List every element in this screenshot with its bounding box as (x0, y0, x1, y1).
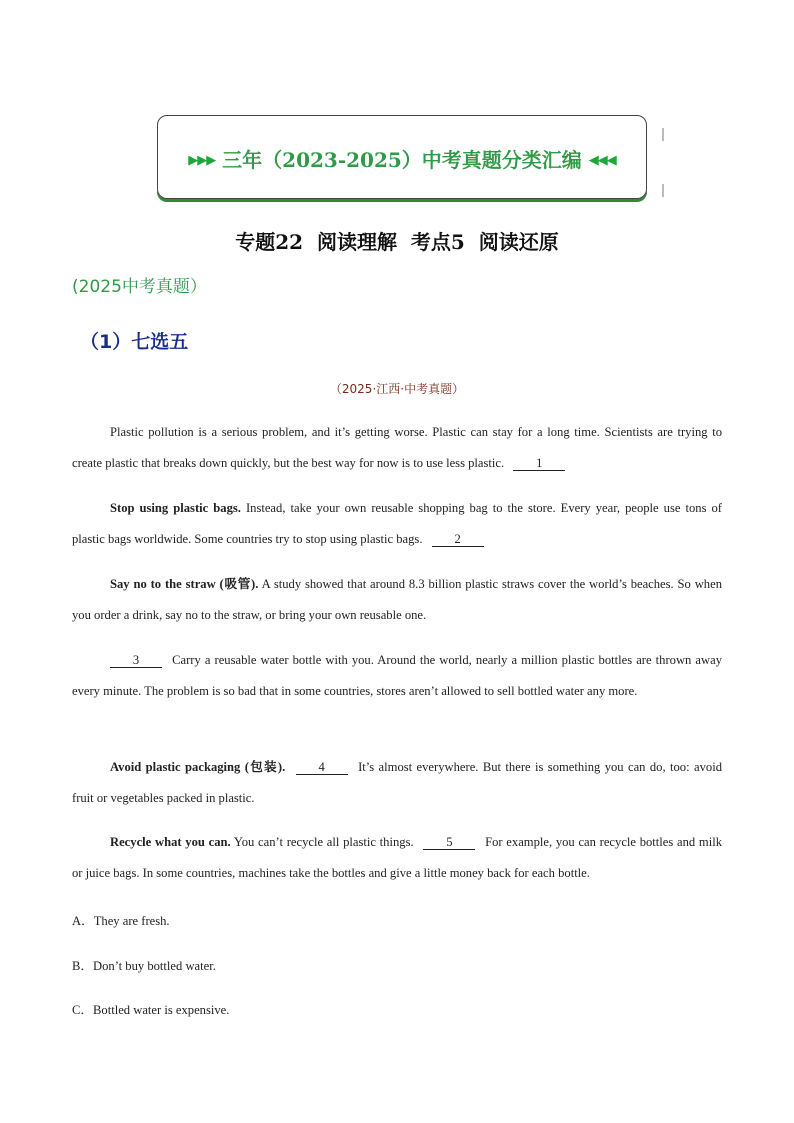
option-b: B．Don’t buy bottled water. (72, 959, 216, 973)
passage-paragraph-6: Recycle what you can. You can’t recycle all plastic things. 5 For example, you can recycle bottles and milk or juice bags. In some countries, machines take the bottles and give a little money back for each bottle. (72, 835, 723, 880)
banner-title (158, 144, 646, 173)
passage-paragraph-1: Plastic pollution is a serious problem, and it’s getting worse. Plastic can stay for a long time. Scientists are trying to create plastic that breaks down quickly, but the best way for now is to use less plastic. 1 (72, 425, 722, 470)
passage-paragraph-4: 3 Carry a reusable water bottle with you. Around the world, nearly a million plastic bottles are thrown away every minute. The problem is so bad that in some countries, stores aren’t allowed to sell bottled water any more. (72, 653, 722, 698)
passage-paragraph-3: Say no to the straw (吸管). A study showed that around 8.3 billion plastic straws cover the world’s beaches. So when you order a drink, say no to the straw, or bring your own reusable one. (72, 577, 722, 622)
topic-title: 专题22 阅读理解 考点5 阅读还原 (235, 230, 559, 254)
arrows-left-icon: ◀◀◀ (588, 153, 616, 168)
passage-paragraph-2: Stop using plastic bags. Instead, take your own reusable shopping bag to the store. Every year, people use tons of plastic bags worldwide. Some countries try to stop using plastic bags. 2 (72, 501, 722, 546)
banner-title-text: 三年（2023-2025）中考真题分类汇编 (222, 148, 582, 172)
section-heading: （1）七选五 (80, 331, 189, 353)
answer-blank-3: 3 (110, 653, 162, 668)
title-banner (157, 115, 647, 199)
answer-blank-1: 1 (513, 456, 565, 471)
answer-blank-2: 2 (432, 532, 484, 547)
banner-edge-mark (662, 184, 664, 197)
answer-blank-5: 5 (423, 835, 475, 850)
passage-paragraph-5: Avoid plastic packaging (包装). 4 It’s almost everywhere. But there is something you can do, too: avoid fruit or vegetables packed in plastic. (72, 760, 722, 805)
year-heading: (2025中考真题） (72, 277, 207, 297)
source-label: （2025·江西·中考真题） (329, 382, 465, 396)
option-a: A．They are fresh. (72, 914, 170, 928)
banner-edge-mark (662, 128, 664, 141)
answer-blank-4: 4 (296, 760, 348, 775)
arrows-right-icon: ▶▶▶ (188, 153, 216, 168)
option-c: C．Bottled water is expensive. (72, 1003, 230, 1017)
